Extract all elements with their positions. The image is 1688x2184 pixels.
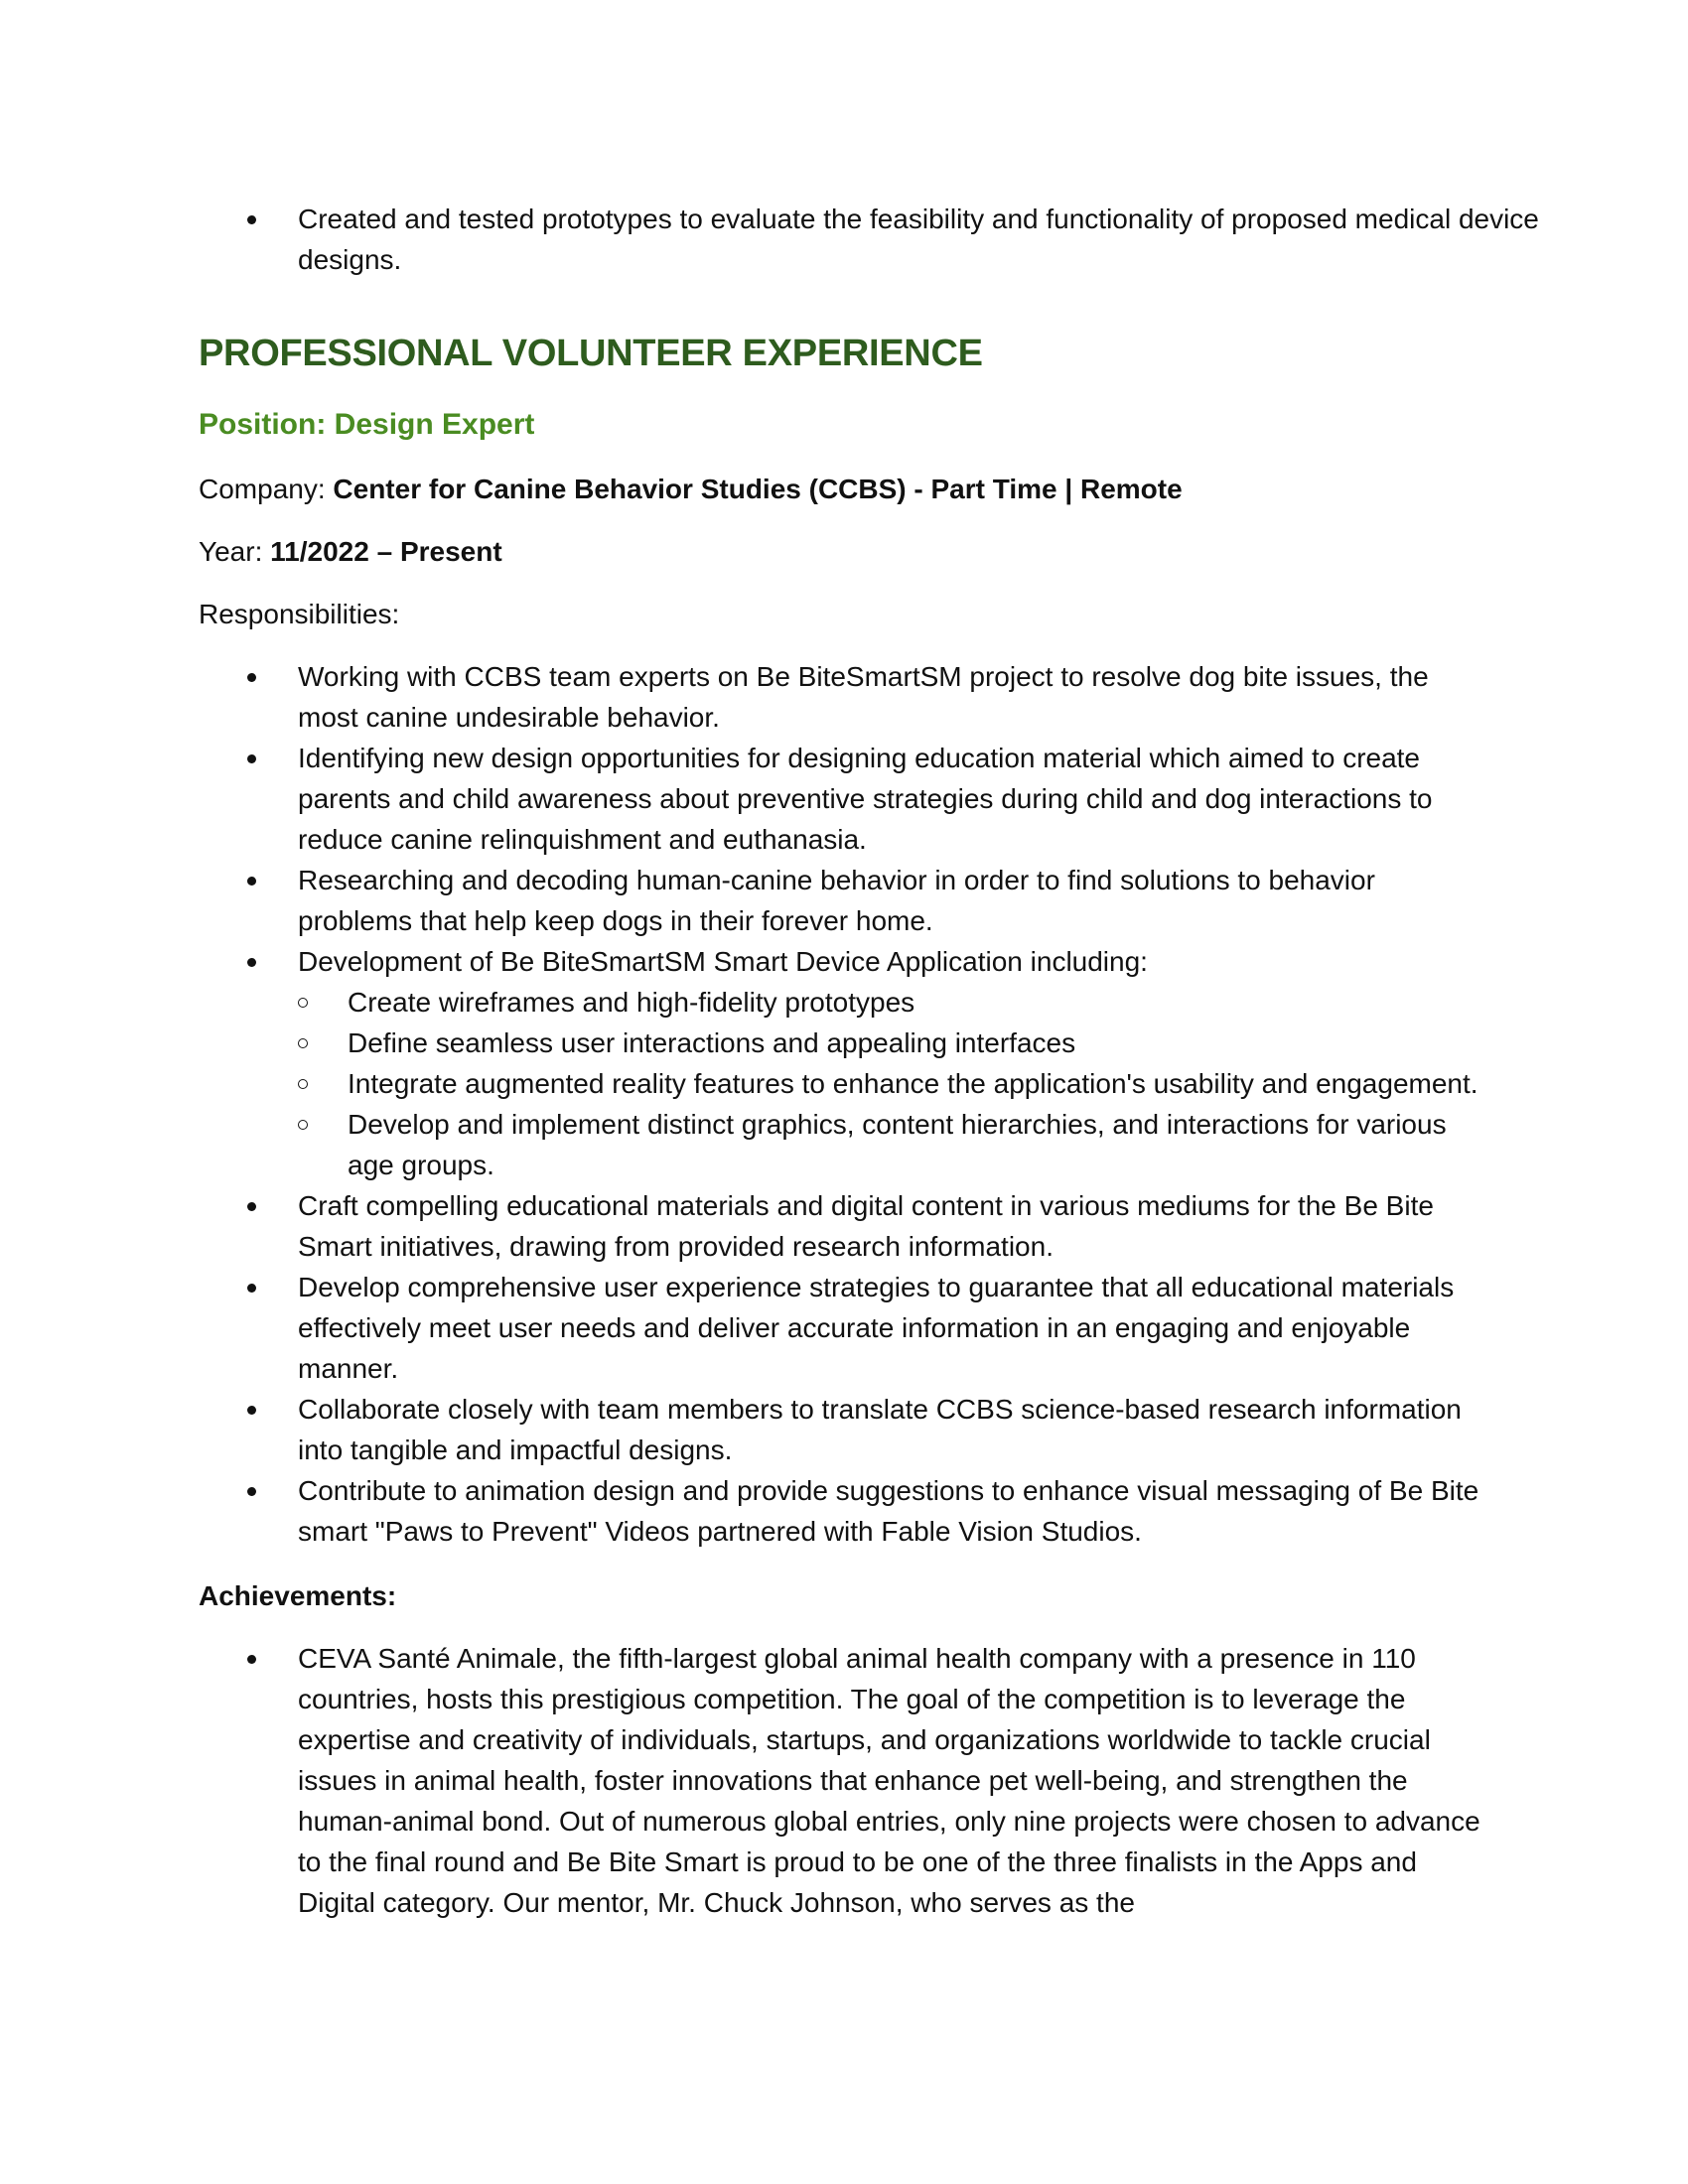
year-line	[199, 531, 1489, 572]
circle-bullet-icon	[298, 1120, 308, 1130]
bullet-icon	[247, 877, 256, 886]
company-line	[199, 469, 1489, 509]
bullet-icon	[247, 754, 256, 763]
list-item	[298, 656, 1489, 738]
list-item	[298, 1267, 1489, 1389]
bullet-icon	[247, 958, 256, 967]
sub-list-item-text: Develop and implement distinct graphics, content hierarchies, and interactions for various age groups.	[348, 1109, 1447, 1180]
bullet-icon	[247, 673, 256, 682]
sub-list-item-text: Create wireframes and high-fidelity prototypes	[348, 987, 915, 1018]
app-subitem-list	[298, 982, 1489, 1185]
list-item-text: Collaborate closely with team members to translate CCBS science-based research information into tangible and impactful designs.	[298, 1394, 1462, 1465]
year-label: Year:	[199, 536, 271, 567]
bullet-icon	[247, 1655, 256, 1664]
list-item	[298, 860, 1489, 941]
sub-list-item-text: Integrate augmented reality features to enhance the application's usability and engagement.	[348, 1068, 1478, 1099]
list-item	[298, 1389, 1489, 1470]
sub-list-item-text: Define seamless user interactions and appealing interfaces	[348, 1027, 1076, 1058]
circle-bullet-icon	[298, 1079, 308, 1089]
achievements-label: Achievements:	[199, 1580, 397, 1611]
position-title: Position: Design Expert	[199, 408, 535, 441]
list-item	[298, 1185, 1489, 1267]
circle-bullet-icon	[298, 1038, 308, 1048]
list-item	[298, 1638, 1489, 1923]
responsibilities-label: Responsibilities:	[199, 599, 400, 629]
intro-bullet-list	[199, 199, 1539, 280]
sub-list-item	[348, 1023, 1489, 1063]
company-label: Company:	[199, 474, 334, 504]
responsibilities-list	[199, 656, 1489, 1552]
list-item	[298, 199, 1579, 280]
list-item-text: Researching and decoding human-canine behavior in order to find solutions to behavior problems that help keep dogs in their forever home.	[298, 865, 1375, 936]
bullet-icon	[247, 1202, 256, 1211]
sub-list-item	[348, 1104, 1489, 1185]
list-item-text: Develop comprehensive user experience strategies to guarantee that all educational materials effectively meet user needs and deliver accurate information in an engaging and enjoyable manner.	[298, 1272, 1455, 1384]
achievements-list	[199, 1638, 1489, 1923]
list-item-text: Contribute to animation design and provide suggestions to enhance visual messaging of Be Bite smart "Paws to Prevent" Videos partnered with Fable Vision Studios.	[298, 1475, 1479, 1547]
list-item-text: Created and tested prototypes to evaluate the feasibility and functionality of proposed medical device designs.	[298, 204, 1539, 275]
bullet-icon	[247, 1406, 256, 1415]
list-item-text: Craft compelling educational materials and digital content in various mediums for the Be Bite Smart initiatives, drawing from provided research information.	[298, 1190, 1434, 1262]
list-item-text: Working with CCBS team experts on Be BiteSmartSM project to resolve dog bite issues, the most canine undesirable behavior.	[298, 661, 1429, 733]
bullet-icon	[247, 1284, 256, 1293]
bullet-icon	[247, 1487, 256, 1496]
circle-bullet-icon	[298, 998, 308, 1008]
company-value: Center for Canine Behavior Studies (CCBS) - Part Time | Remote	[333, 474, 1183, 504]
list-item-text: CEVA Santé Animale, the fifth-largest global animal health company with a presence in 110 countries, hosts this prestigious competition. The goal of the competition is to leverage the expertise and creativity of individuals, startups, and organizations worldwide to tackle crucial issues in animal health, foster innovations that enhance pet well-being, and strengthen the human-animal bond. Out of numerous global entries, only nine projects were chosen to advance to the final round and Be Bite Smart is proud to be one of the three finalists in the Apps and Digital category. Our mentor, Mr. Chuck Johnson, who serves as the	[298, 1643, 1480, 1918]
sub-list-item	[348, 1063, 1489, 1104]
sub-list-item	[348, 982, 1489, 1023]
list-item	[298, 941, 1489, 1185]
bullet-icon	[247, 215, 256, 224]
list-item	[298, 1470, 1489, 1552]
section-heading: PROFESSIONAL VOLUNTEER EXPERIENCE	[199, 333, 983, 374]
list-item	[298, 738, 1489, 860]
year-value: 11/2022 – Present	[270, 536, 502, 567]
list-item-text: Development of Be BiteSmartSM Smart Device Application including:	[298, 946, 1148, 977]
list-item-text: Identifying new design opportunities for designing education material which aimed to create parents and child awareness about preventive strategies during child and dog interactions to reduce canine relinquishment and euthanasia.	[298, 743, 1433, 855]
